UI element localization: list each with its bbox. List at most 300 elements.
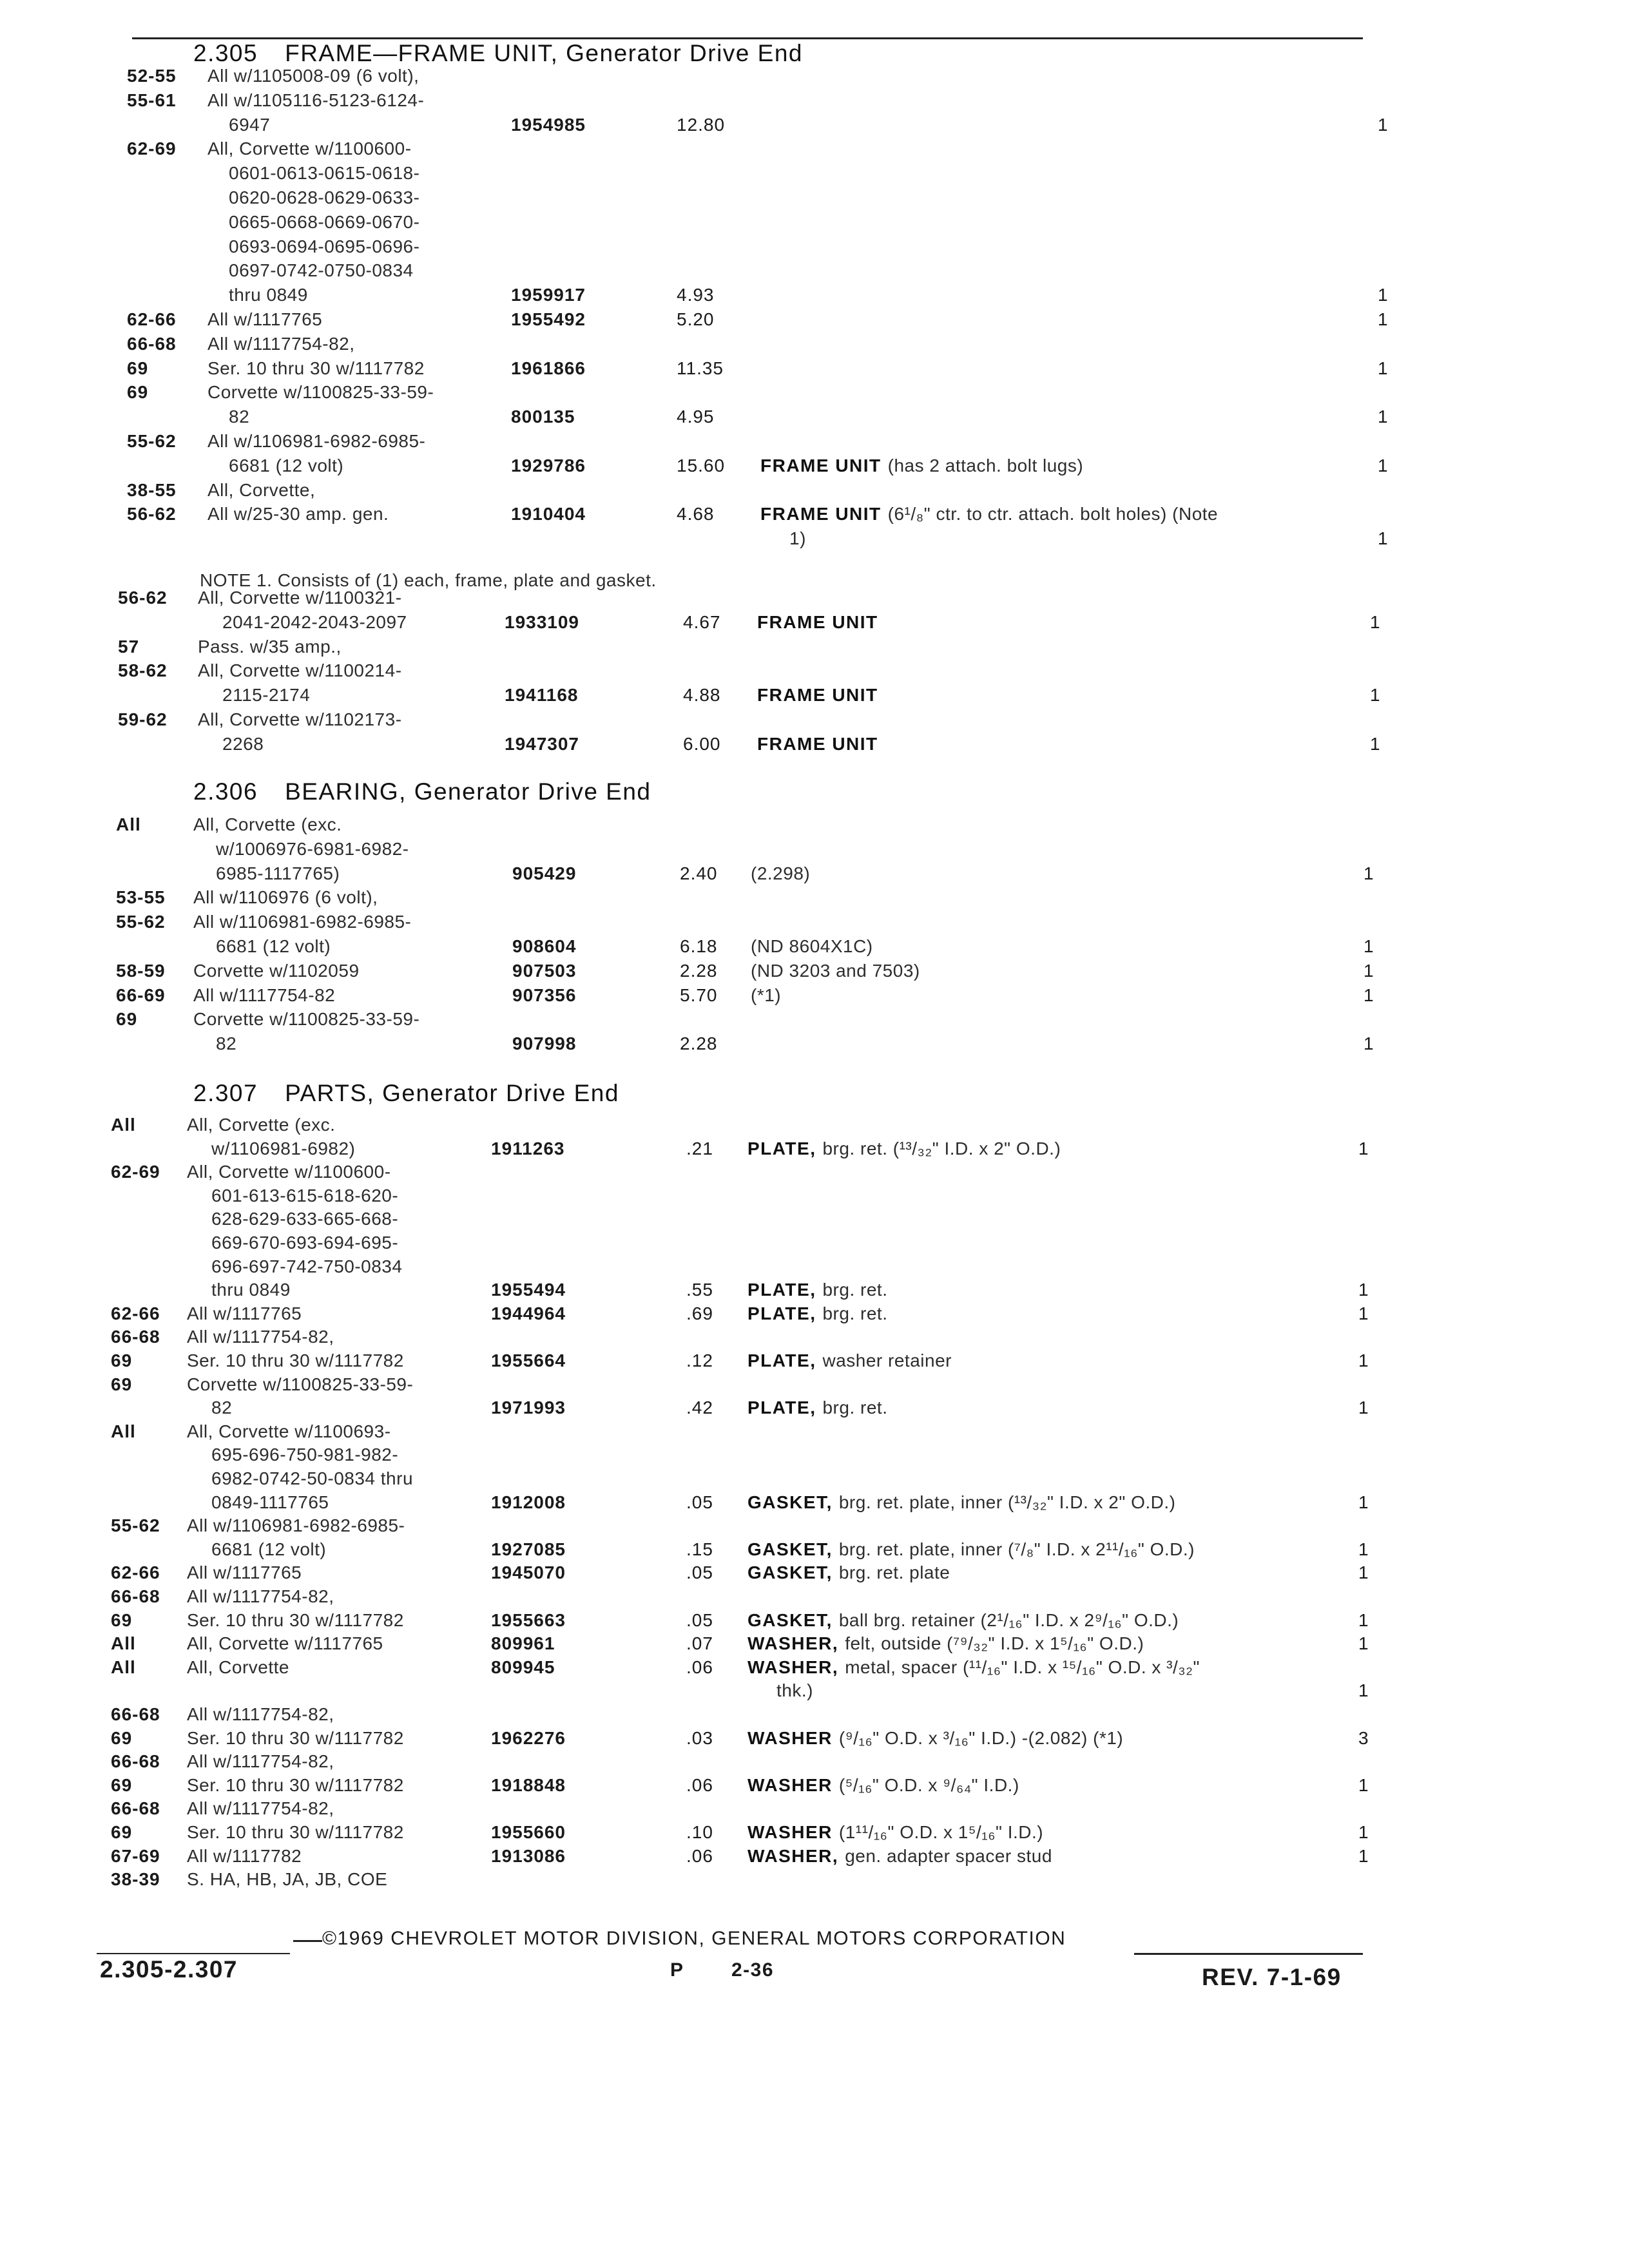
quantity: 1 [1370,611,1380,632]
price: .55 [686,1280,713,1300]
list-item [0,1585,1629,1608]
part-name: FRAME UNIT [757,733,878,754]
list-item [0,1302,1629,1325]
list-item [0,635,1629,658]
application: All, Corvette w/1100693- [187,1421,391,1441]
list-item [0,1514,1629,1537]
price: 4.95 [677,407,715,427]
application: 2041-2042-2043-2097 [222,611,407,632]
quantity: 1 [1378,455,1388,476]
application: All, Corvette w/1100214- [198,660,402,681]
year-range: 69 [127,358,149,378]
list-item [0,405,1629,428]
list-item [0,1231,1629,1254]
list-item [0,479,1629,502]
application: Ser. 10 thru 30 w/1117782 [187,1610,404,1630]
list-item [0,813,1629,836]
application: All w/25-30 amp. gen. [207,504,389,524]
application: 669-670-693-694-695- [211,1233,399,1253]
year-range: All [111,1115,136,1135]
year-range: 66-68 [111,1798,160,1819]
application: 82 [216,1033,237,1054]
application: thru 0849 [211,1280,291,1300]
list-item [0,186,1629,209]
part-number: 1954985 [511,114,586,135]
quantity: 1 [1358,1822,1369,1842]
description [747,1561,950,1584]
application: All w/1106976 (6 volt), [193,887,378,908]
part-description: brg. ret. [822,1398,888,1418]
part-description: gen. adapter spacer stud [845,1845,1052,1866]
part-description: 1) [789,528,806,549]
year-range: 38-55 [127,479,177,500]
part-number: 1910404 [511,504,586,524]
year-range: 66-68 [111,1704,160,1724]
price: .06 [686,1657,713,1677]
quantity: 1 [1378,358,1388,378]
application: S. HA, HB, JA, JB, COE [187,1869,388,1890]
list-item [0,586,1629,610]
list-item [0,684,1629,707]
price: 11.35 [677,358,724,378]
quantity: 1 [1358,1492,1369,1512]
quantity: 1 [1364,985,1374,1005]
quantity: 1 [1358,1280,1369,1300]
description [747,1774,1019,1797]
list-item [0,1325,1629,1349]
part-number: 907503 [512,960,577,981]
list-item [0,308,1629,331]
list-item [0,659,1629,682]
list-item [0,211,1629,234]
list-item [0,1443,1629,1466]
application: 0849-1117765 [211,1492,329,1512]
year-range: 52-55 [127,66,177,86]
application: Ser. 10 thru 30 w/1117782 [187,1822,404,1842]
list-item [0,838,1629,861]
year-range: 53-55 [116,887,166,908]
application: All w/1117754-82, [207,333,355,354]
list-item [0,381,1629,404]
quantity: 1 [1358,1562,1369,1583]
year-range: 56-62 [127,504,177,524]
part-name: WASHER [747,1727,833,1748]
description [747,1821,1043,1844]
part-number: 1947307 [505,733,580,754]
application: 0665-0668-0669-0670- [229,211,420,232]
list-item [0,1821,1629,1844]
year-range: 55-61 [127,90,177,110]
quantity: 1 [1358,1845,1369,1866]
price: 2.28 [680,1033,718,1054]
part-number: 1955494 [491,1280,566,1300]
application: Ser. 10 thru 30 w/1117782 [187,1727,404,1748]
quantity: 1 [1364,936,1374,956]
price: .21 [686,1138,713,1158]
part-description: (*1) [751,985,782,1005]
quantity: 1 [1364,960,1374,981]
application: 82 [211,1398,233,1418]
part-name: GASKET, [747,1492,833,1512]
quantity: 1 [1378,114,1388,135]
part-number: 1971993 [491,1398,566,1418]
section-heading: BEARING, Generator Drive End [285,778,651,805]
part-name: PLATE, [747,1303,816,1323]
quantity: 1 [1358,1303,1369,1323]
description [747,1845,1052,1868]
part-name: PLATE, [747,1398,816,1418]
section-heading: PARTS, Generator Drive End [285,1080,619,1106]
list-item [0,1845,1629,1868]
application: 0601-0613-0615-0618- [229,163,420,184]
application: 696-697-742-750-0834 [211,1256,403,1276]
application: 6985-1117765) [216,863,340,883]
application: All w/1106981-6982-6985- [193,912,412,932]
description [747,1349,952,1372]
list-item [0,1491,1629,1514]
application: 6681 (12 volt) [229,455,344,476]
quantity: 1 [1378,309,1388,329]
year-range: 69 [111,1822,133,1842]
year-range: 59-62 [118,709,168,729]
year-range: 62-69 [111,1162,160,1182]
application: All w/1106981-6982-6985- [187,1515,405,1536]
description [760,503,1218,526]
section-number: 2.305 [193,40,258,66]
part-number: 1933109 [505,611,580,632]
part-name: WASHER, [747,1657,839,1677]
application: All, Corvette w/1117765 [187,1633,383,1654]
description [757,684,878,707]
year-range: 38-39 [111,1869,160,1890]
part-name: FRAME UNIT [757,611,878,632]
price: 12.80 [677,114,726,135]
part-number: 907998 [512,1033,577,1054]
footer-rule-left [293,1940,322,1942]
list-item [0,1727,1629,1750]
year-range: 55-62 [116,912,166,932]
year-range: 69 [111,1774,133,1795]
list-item [0,503,1629,526]
part-description: (ND 8604X1C) [751,936,873,956]
year-range: 69 [127,382,149,403]
list-item [0,1113,1629,1137]
copyright-line: ©1969 CHEVROLET MOTOR DIVISION, GENERAL MOTORS CORPORATION [322,1928,1066,1949]
part-number: 1945070 [491,1562,566,1583]
list-item [0,611,1629,634]
part-number: 1929786 [511,455,586,476]
description [757,611,878,634]
year-range: 62-69 [127,139,177,159]
application: 695-696-750-981-982- [211,1445,399,1465]
year-range: All [116,814,141,834]
application: 6681 (12 volt) [216,936,331,956]
quantity: 1 [1358,1633,1369,1654]
price: 6.18 [680,936,718,956]
price: .05 [686,1610,713,1630]
list-item [0,959,1629,983]
footer-rule-bottom-left [97,1953,290,1954]
application: All w/1117754-82, [187,1586,334,1606]
year-range: 56-62 [118,588,168,608]
quantity: 1 [1378,285,1388,305]
price: 2.28 [680,960,718,981]
application: All, Corvette (exc. [187,1115,336,1135]
year-range: 69 [116,1009,138,1030]
year-range: All [111,1633,136,1654]
price: 15.60 [677,455,726,476]
list-item [0,1797,1629,1820]
price: .06 [686,1774,713,1795]
list-item [0,162,1629,185]
part-number: 1959917 [511,285,586,305]
price: .15 [686,1539,713,1559]
part-number: 1941168 [505,685,579,706]
part-description: (⁹/₁₆" O.D. x ³/₁₆" I.D.) -(2.082) (*1) [838,1727,1124,1748]
part-name: GASKET, [747,1562,833,1583]
list-item [0,259,1629,282]
list-item [0,1184,1629,1207]
list-item [0,89,1629,112]
price: .05 [686,1562,713,1583]
price: 5.70 [680,985,718,1005]
application: 2115-2174 [222,685,311,706]
part-name: PLATE, [747,1138,816,1158]
application: 601-613-615-618-620- [211,1185,399,1206]
list-item [0,1032,1629,1055]
description [747,1137,1061,1160]
description [747,1609,1179,1632]
application: w/1006976-6981-6982- [216,838,409,859]
part-number: 1918848 [491,1774,566,1795]
application: All, Corvette w/1102173- [198,709,402,729]
application: All w/1117754-82, [187,1798,334,1819]
part-description: thk.) [776,1680,813,1701]
revision: REV. 7-1-69 [1202,1964,1342,1990]
quantity: 1 [1358,1539,1369,1559]
application: All w/1117782 [187,1845,302,1866]
part-description: brg. ret. (¹³/₃₂" I.D. x 2" O.D.) [822,1138,1061,1158]
top-rule [132,37,1363,39]
year-range: 66-68 [111,1327,160,1347]
list-item [0,1632,1629,1655]
year-range: 69 [111,1610,133,1630]
list-item [0,64,1629,88]
application: All w/1117754-82, [187,1751,334,1772]
list-item [0,1349,1629,1372]
year-range: 55-62 [127,431,177,451]
part-number: 1927085 [491,1539,566,1559]
part-number: 1955492 [511,309,586,329]
part-name: PLATE, [747,1350,816,1370]
part-name: WASHER, [747,1633,839,1654]
application: Corvette w/1100825-33-59- [187,1374,414,1394]
price: 5.20 [677,309,715,329]
description [747,1396,887,1419]
part-description: brg. ret. [822,1280,888,1300]
application: All w/1117754-82, [187,1327,334,1347]
application: Ser. 10 thru 30 w/1117782 [187,1350,404,1370]
application: Ser. 10 thru 30 w/1117782 [187,1774,404,1795]
application: All w/1117754-82, [187,1704,334,1724]
quantity: 1 [1358,1774,1369,1795]
part-description: felt, outside (⁷⁹/₃₂" I.D. x 1⁵/₁₆" O.D.) [845,1633,1144,1654]
part-name: WASHER [747,1822,833,1842]
application: 82 [229,407,250,427]
price: .12 [686,1350,713,1370]
quantity: 1 [1370,685,1380,706]
quantity: 1 [1370,733,1380,754]
quantity: 1 [1378,528,1388,549]
year-range: 66-69 [116,985,166,1005]
note-1: NOTE 1. Consists of (1) each, frame, plate and gasket. [200,570,657,590]
application: All, Corvette, [207,479,316,500]
list-item [0,1538,1629,1561]
part-name: GASKET, [747,1539,833,1559]
application: All, Corvette w/1100600- [187,1162,391,1182]
application: All, Corvette w/1100321- [198,588,402,608]
part-name: PLATE, [747,1280,816,1300]
part-number: 800135 [511,407,575,427]
page-number: 2-36 [731,1959,775,1981]
price: 4.88 [683,685,721,706]
part-description: (⁵/₁₆" O.D. x ⁹/₆₄" I.D.) [838,1774,1019,1795]
quantity: 1 [1358,1398,1369,1418]
list-item [0,1137,1629,1160]
part-description: metal, spacer (¹¹/₁₆" I.D. x ¹⁵/₁₆" O.D. x ³/₃₂" [845,1657,1200,1677]
part-description: washer retainer [822,1350,952,1370]
description [747,1656,1200,1679]
list-item [0,1207,1629,1231]
quantity: 1 [1358,1610,1369,1630]
application: 628-629-633-665-668- [211,1209,399,1229]
list-item [0,1868,1629,1891]
application: thru 0849 [229,285,308,305]
part-description: brg. ret. plate [838,1562,950,1583]
application: All w/1117765 [187,1562,302,1583]
quantity: 1 [1358,1680,1369,1701]
part-name: FRAME UNIT [757,685,878,706]
application: Ser. 10 thru 30 w/1117782 [207,358,425,378]
section-title-2-306 [193,778,651,805]
list-item [0,1467,1629,1490]
section-title-2-305 [193,40,803,67]
list-item [0,430,1629,453]
year-range: 66-68 [111,1751,160,1772]
list-item [0,1255,1629,1278]
quantity: 1 [1358,1138,1369,1158]
application: All w/1105116-5123-6124- [207,90,425,110]
part-description: ball brg. retainer (2¹/₁₆" I.D. x 2⁹/₁₆" O.D.) [838,1610,1179,1630]
section-number: 2.307 [193,1080,258,1106]
application: All, Corvette (exc. [193,814,342,834]
part-number: 1955664 [491,1350,566,1370]
list-item [0,1656,1629,1679]
part-number: 809945 [491,1657,555,1677]
list-item [0,1703,1629,1726]
list-item [0,1160,1629,1184]
application: All w/1117754-82 [193,985,336,1005]
list-item [0,984,1629,1007]
part-number: 1955663 [491,1610,566,1630]
year-range: 69 [111,1727,133,1748]
year-range: 66-68 [127,333,177,354]
year-range: 67-69 [111,1845,160,1866]
list-item [0,708,1629,731]
part-number: 907356 [512,985,577,1005]
part-number: 905429 [512,863,577,883]
application: 6982-0742-50-0834 thru [211,1468,414,1488]
application: 6681 (12 volt) [211,1539,327,1559]
description [747,1538,1195,1561]
part-description: (2.298) [751,863,811,883]
list-item [0,284,1629,307]
description [747,1302,887,1325]
part-description: brg. ret. plate, inner (¹³/₃₂" I.D. x 2" O.D.) [838,1492,1176,1512]
list-item [0,1373,1629,1396]
price: 4.67 [683,611,721,632]
year-range: 62-66 [127,309,177,329]
part-name: GASKET, [747,1610,833,1630]
part-name: FRAME UNIT [760,455,882,476]
list-item [0,1396,1629,1419]
price: .07 [686,1633,713,1654]
list-item [0,113,1629,137]
application: All w/1106981-6982-6985- [207,431,426,451]
part-number: 1912008 [491,1492,566,1512]
list-item [0,1750,1629,1773]
application: Corvette w/1100825-33-59- [193,1009,420,1030]
application: 2268 [222,733,264,754]
price: 4.93 [677,285,715,305]
part-number: 1955660 [491,1822,566,1842]
price: .42 [686,1398,713,1418]
quantity: 1 [1364,1033,1374,1054]
year-range: 62-66 [111,1303,160,1323]
list-item [0,1561,1629,1584]
year-range: 57 [118,636,140,657]
part-number: 1944964 [491,1303,566,1323]
page-prefix: P [670,1959,684,1981]
part-number: 809961 [491,1633,555,1654]
application: 6947 [229,114,271,135]
description [747,1491,1175,1514]
section-title-2-307 [193,1080,619,1107]
list-item [0,357,1629,380]
application: All w/1117765 [187,1303,302,1323]
section-range: 2.305-2.307 [100,1956,238,1983]
list-item [0,1278,1629,1302]
part-number: 1962276 [491,1727,566,1748]
price: .69 [686,1303,713,1323]
application: Pass. w/35 amp., [198,636,342,657]
section-heading: FRAME—FRAME UNIT, Generator Drive End [285,40,803,66]
footer-rule-right [1134,1953,1363,1955]
price: .06 [686,1845,713,1866]
description [760,454,1083,477]
quantity: 1 [1364,863,1374,883]
list-item [0,527,1629,550]
application: 0697-0742-0750-0834 [229,260,414,281]
part-description: (has 2 attach. bolt lugs) [887,455,1084,476]
year-range: 58-62 [118,660,168,681]
part-description: brg. ret. plate, inner (⁷/₈" I.D. x 2¹¹/₁₆" O.D.) [838,1539,1195,1559]
year-range: 55-62 [111,1515,160,1536]
quantity: 1 [1378,407,1388,427]
list-item [0,1420,1629,1443]
price: .10 [686,1822,713,1842]
part-description: (6¹/₈" ctr. to ctr. attach. bolt holes) (Note [887,504,1219,524]
